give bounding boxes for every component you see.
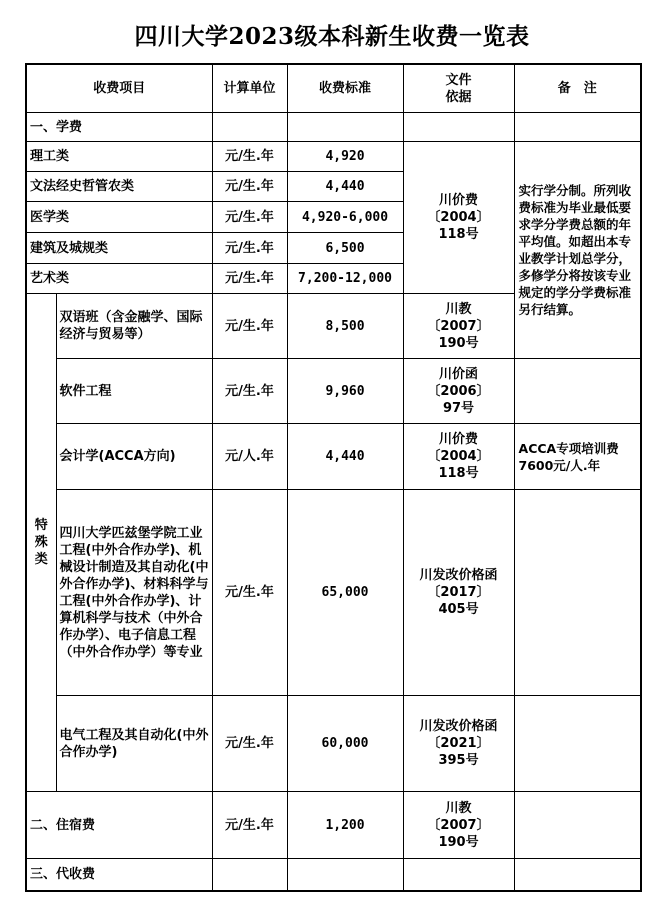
empty-cell — [514, 696, 641, 792]
table-row — [26, 359, 641, 424]
row-unit: 元/生.年 — [212, 264, 287, 294]
row-basis: 川价费 〔2004〕 118号 — [403, 424, 514, 490]
row-standard: 8,500 — [287, 294, 403, 359]
row-item: 电气工程及其自动化(中外合作办学) — [56, 696, 212, 792]
empty-cell — [514, 113, 641, 142]
row-standard: 1,200 — [287, 792, 403, 859]
row-unit: 元/生.年 — [212, 490, 287, 696]
empty-cell — [287, 113, 403, 142]
empty-cell — [403, 859, 514, 891]
row-item: 四川大学匹兹堡学院工业工程(中外合作办学)、机械设计制造及其自动化(中外合作办学)、材料科学与工程(中外合作办学)、计算机科学与技术（中外合作办学）、电子信息工程（中外合作办学）等专业 — [56, 490, 212, 696]
row-basis: 川教 〔2007〕 190号 — [403, 792, 514, 859]
row-standard: 4,440 — [287, 424, 403, 490]
row-unit: 元/生.年 — [212, 202, 287, 233]
empty-cell — [514, 859, 641, 891]
empty-cell — [514, 792, 641, 859]
header-item: 收费项目 — [26, 64, 212, 113]
row-standard: 60,000 — [287, 696, 403, 792]
row-item: 会计学(ACCA方向) — [56, 424, 212, 490]
row-standard: 9,960 — [287, 359, 403, 424]
fee-table — [25, 63, 642, 892]
row-unit: 元/生.年 — [212, 792, 287, 859]
row-unit: 元/生.年 — [212, 359, 287, 424]
row-basis: 川价函 〔2006〕 97号 — [403, 359, 514, 424]
row-unit: 元/人.年 — [212, 424, 287, 490]
row-item: 文法经史哲管农类 — [26, 172, 212, 202]
table-row — [26, 424, 641, 490]
row-standard: 4,440 — [287, 172, 403, 202]
row-unit: 元/生.年 — [212, 294, 287, 359]
table-row — [26, 696, 641, 792]
row-basis: 川发改价格函〔2021〕 395号 — [403, 696, 514, 792]
row-standard: 65,000 — [287, 490, 403, 696]
row-item: 软件工程 — [56, 359, 212, 424]
empty-cell — [514, 359, 641, 424]
header-unit: 计算单位 — [212, 64, 287, 113]
row-basis: 川教 〔2007〕 190号 — [403, 294, 514, 359]
table-header-row — [26, 64, 641, 113]
row-remark: ACCA专项培训费7600元/人.年 — [514, 424, 641, 490]
basis-general: 川价费 〔2004〕 118号 — [403, 142, 514, 294]
section-row-agency — [26, 859, 641, 891]
empty-cell — [287, 859, 403, 891]
table-row — [26, 490, 641, 696]
section-row-tuition — [26, 113, 641, 142]
row-item: 建筑及城规类 — [26, 233, 212, 264]
header-standard: 收费标准 — [287, 64, 403, 113]
row-basis: 川发改价格函〔2017〕 405号 — [403, 490, 514, 696]
row-standard: 4,920-6,000 — [287, 202, 403, 233]
section-label: 一、学费 — [26, 113, 212, 142]
empty-cell — [403, 113, 514, 142]
special-category-label: 特 殊 类 — [26, 294, 56, 792]
section-label: 三、代收费 — [26, 859, 212, 891]
header-remark: 备 注 — [514, 64, 641, 113]
row-item: 艺术类 — [26, 264, 212, 294]
row-unit: 元/生.年 — [212, 172, 287, 202]
section-label: 二、住宿费 — [26, 792, 212, 859]
empty-cell — [514, 490, 641, 696]
row-item: 双语班（含金融学、国际经济与贸易等） — [56, 294, 212, 359]
page-title: 四川大学2023级本科新生收费一览表 — [134, 23, 530, 50]
header-basis: 文件 依据 — [403, 64, 514, 113]
empty-cell — [212, 113, 287, 142]
row-standard: 4,920 — [287, 142, 403, 172]
remark-general: 实行学分制。所列收费标准为毕业最低要求学分学费总额的年平均值。如超出本专业教学计划总学分，多修学分将按该专业规定的学分学费标准另行结算。 — [514, 142, 641, 359]
section-row-lodging — [26, 792, 641, 859]
row-item: 医学类 — [26, 202, 212, 233]
row-standard: 7,200-12,000 — [287, 264, 403, 294]
row-unit: 元/生.年 — [212, 142, 287, 172]
row-item: 理工类 — [26, 142, 212, 172]
empty-cell — [212, 859, 287, 891]
row-standard: 6,500 — [287, 233, 403, 264]
table-row — [26, 142, 641, 172]
row-unit: 元/生.年 — [212, 233, 287, 264]
row-unit: 元/生.年 — [212, 696, 287, 792]
